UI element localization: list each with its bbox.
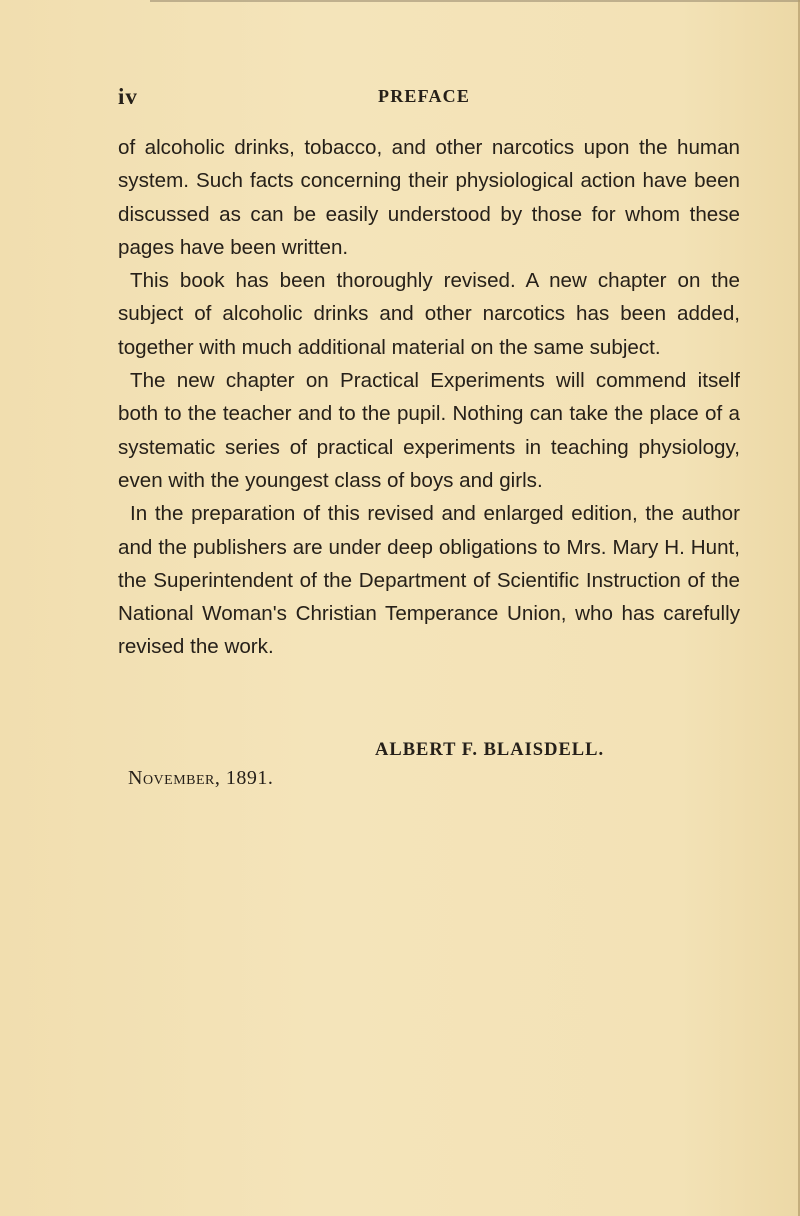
page-number: iv [118, 84, 138, 109]
author-signature: ALBERT F. BLAISDELL. [375, 740, 605, 760]
paragraph-4: In the preparation of this revised and enlarged edition, the author and the publishers are under deep obligations to Mrs. Mary H. Hunt, the Superintendent of the Department of Scientific Instruction of the National Woman's Christian Temperance Union, who has carefully revised the work. [118, 502, 740, 659]
top-edge-rule [150, 0, 800, 2]
paragraph-3: The new chapter on Practical Experiments will commend itself both to the teacher and to the pupil. Nothing can take the place of a systematic series of practical experiments in teaching physiology, even with the youngest class of boys and girls. [118, 369, 740, 492]
running-head: PREFACE [378, 86, 471, 106]
page-header [118, 84, 738, 114]
date-line: November, 1891. [128, 767, 274, 789]
paragraph-2: This book has been thoroughly revised. A new chapter on the subject of alcoholic drinks and other narcotics has been added, together with much additional material on the same subject. [118, 269, 740, 359]
preface-body [118, 131, 740, 664]
paragraph-1: of alcoholic drinks, tobacco, and other narcotics upon the human system. Such facts concerning their physiological action have been discussed as can be easily understood by those for whom these pages have been written. [118, 136, 740, 259]
